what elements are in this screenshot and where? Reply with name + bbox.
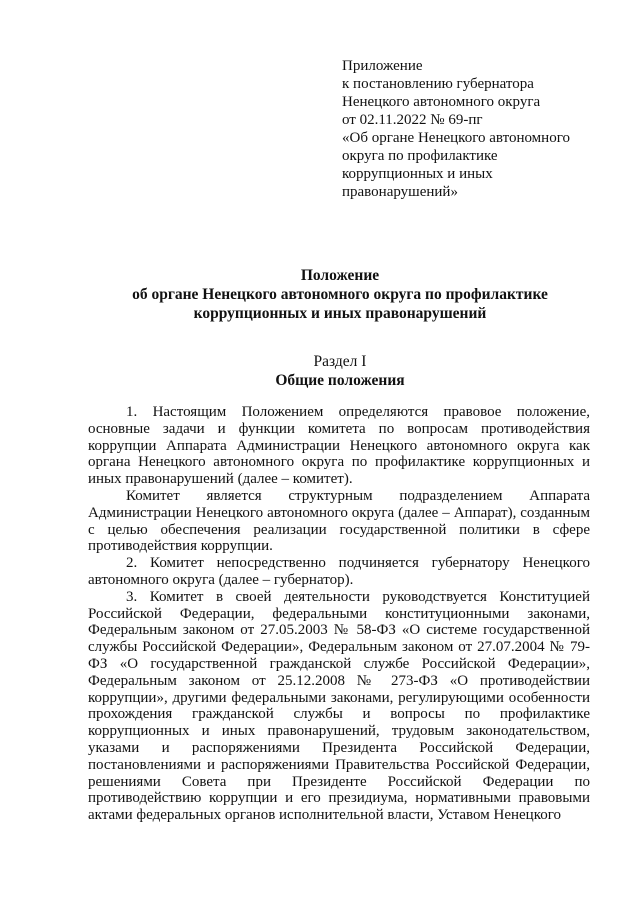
section-title: Общие положения (275, 372, 405, 389)
title-line: Положение (300, 267, 380, 284)
section-number: Раздел I (313, 353, 367, 370)
appendix-block (342, 57, 602, 201)
appendix-line: коррупционных и иных (342, 166, 493, 182)
appendix-line: от 02.11.2022 № 69-пг (342, 112, 483, 128)
appendix-line: Приложение (342, 58, 423, 74)
paragraph: Комитет является структурным подразделением Аппарата Администрации Ненецкого автономного округа (далее – Аппарат), созданным с целью обеспечения реализации государственной политики в сфере противодействия коррупции. (88, 487, 590, 555)
appendix-line: правонарушений» (342, 184, 458, 200)
document-body (88, 404, 590, 824)
paragraph: 1. Настоящим Положением определяются правовое положение, основные задачи и функции комитета по вопросам противодействия коррупции Аппарата Администрации Ненецкого автономного округа как органа Ненецкого автономного округа по профилактике коррупционных и иных правонарушений (далее – комитет). (88, 404, 590, 488)
appendix-line: к постановлению губернатора (342, 76, 534, 92)
paragraph: 3. Комитет в своей деятельности руководствуется Конституцией Российской Федерации, федеральными конституционными законами, Федеральным законом от 27.05.2003 № 58-ФЗ «О системе государственной службы Российской Федерации», Федеральным законом от 27.07.2004 № 79-ФЗ «О государственной гражданской службе Российской Федерации», Федеральным законом от 25.12.2008 № 273-ФЗ «О противодействии коррупции», другими федеральными законами, регулирующими особенности прохождения гражданской службы и вопросы по профилактике коррупционных и иных правонарушений, трудовым законодательством, указами и распоряжениями Президента Российской Федерации, постановлениями и распоряжениями Правительства Российской Федерации, решениями Совета при Президенте Российской Федерации по противодействию коррупции и его президиума, нормативными правовыми актами федеральных органов исполнительной власти, Уставом Ненецкого (88, 588, 590, 824)
document-title (90, 266, 590, 323)
appendix-line: округа по профилактике (342, 148, 498, 164)
appendix-line: «Об органе Ненецкого автономного (342, 130, 570, 146)
title-line: коррупционных и иных правонарушений (193, 305, 487, 322)
section-heading (90, 352, 590, 390)
paragraph: 2. Комитет непосредственно подчиняется губернатору Ненецкого автономного округа (далее – губернатор). (88, 555, 590, 588)
appendix-line: Ненецкого автономного округа (342, 94, 541, 110)
title-line: об органе Ненецкого автономного округа по профилактике (132, 286, 548, 303)
